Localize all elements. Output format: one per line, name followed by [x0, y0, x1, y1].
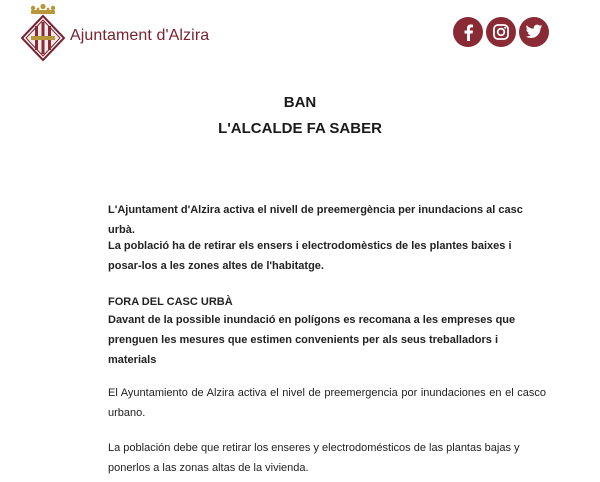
municipal-logo[interactable]: [18, 2, 214, 64]
instagram-icon: [492, 23, 510, 41]
section-title-outside-urban-area: FORA DEL CASC URBÀ: [108, 296, 233, 308]
twitter-icon: [525, 24, 543, 40]
spanish-paragraph-1: El Ayuntamiento de Alzira activa el nivel de preemergencia por inundaciones en el casco urbano.: [108, 387, 546, 419]
notice-title: BAN: [283, 94, 317, 111]
valencian-paragraph-1: L'Ajuntament d'Alzira activa el nivell de preemergència per inundacions al casc urbà.: [108, 204, 523, 236]
brand-name: Ajuntament d'Alzira: [70, 27, 210, 44]
instagram-link[interactable]: [486, 17, 516, 47]
alzira-coat-of-arms-icon: [18, 2, 68, 64]
twitter-link[interactable]: [519, 17, 549, 47]
social-links: [453, 17, 549, 47]
valencian-paragraph-3: Davant de la possible inundació en polígons es recomana a les empreses que prenguen les mesures que estimen convenients per als seus treballadors i materials: [108, 314, 516, 366]
spanish-paragraph-2: La población debe que retirar los enseres y electrodomésticos de las plantas bajas y ponerlos a las zonas altas de la vivienda.: [108, 442, 520, 474]
valencian-paragraph-2: La població ha de retirar els ensers i electrodomèstics de les plantes baixes i posar-los a les zones altes de l'habitatge.: [108, 240, 512, 272]
facebook-icon: [461, 23, 475, 41]
notice-subtitle: L'ALCALDE FA SABER: [218, 120, 382, 137]
facebook-link[interactable]: [453, 17, 483, 47]
